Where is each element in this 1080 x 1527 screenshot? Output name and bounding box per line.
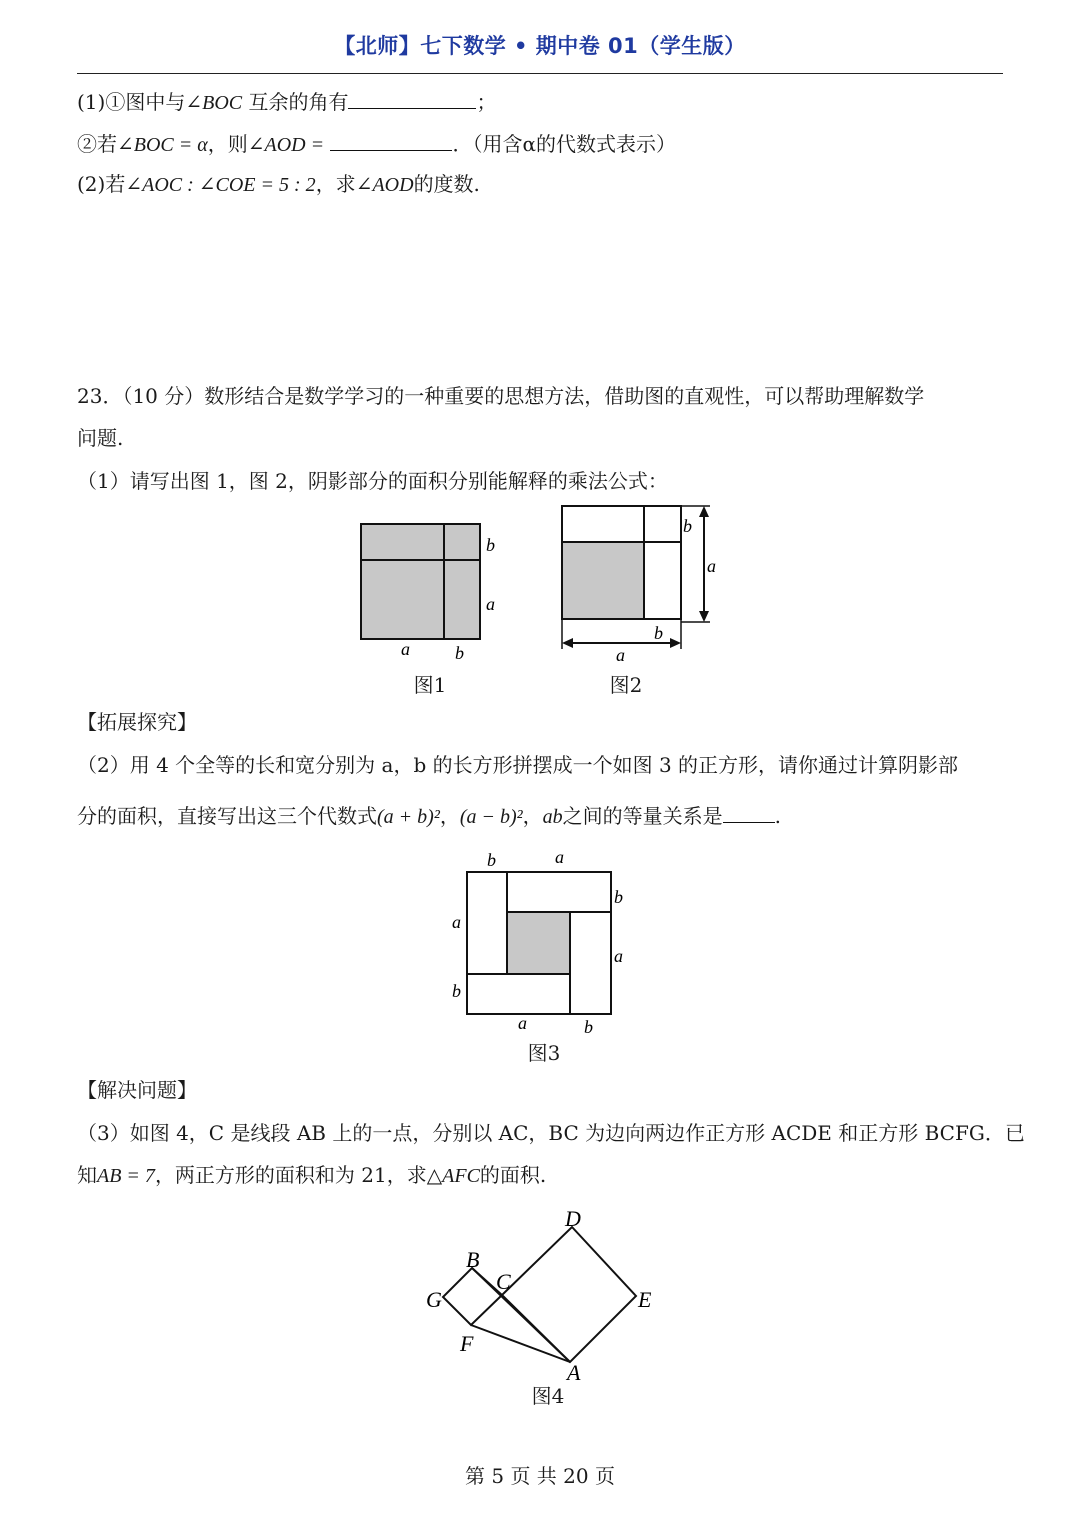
- q22-part1-2-mid: ，则: [207, 132, 248, 156]
- condition-ab-7: AB = 7: [97, 1165, 155, 1187]
- section-solve: 【解决问题】: [77, 1078, 197, 1102]
- q23-part2-line2-prefix: 分的面积，直接写出这三个代数式: [77, 804, 377, 828]
- fig3-shade: [507, 912, 570, 974]
- q22-part1-1: [77, 86, 496, 117]
- fig2-caption: 图2: [609, 673, 643, 697]
- fig4-segment-fa: [471, 1325, 570, 1362]
- figure-3: [440, 845, 640, 1035]
- fig3-label-a-bottom: a: [518, 1013, 527, 1033]
- fig1-caption: 图1: [413, 673, 447, 697]
- fig4-label-b: B: [466, 1247, 480, 1272]
- fig3-label-b-left: b: [452, 981, 461, 1001]
- q23-stem-line2: 问题.: [77, 426, 124, 450]
- fig4-label-c: C: [496, 1269, 511, 1294]
- fig3-label-b-top: b: [487, 850, 496, 870]
- fig1-label-a-bottom: a: [401, 639, 410, 659]
- fig2-shade: [562, 542, 644, 619]
- q23-part3-line1: （3）如图 4，C 是线段 AB 上的一点，分别以 AC，BC 为边向两边作正方形 ACDE 和正方形 BCFG．已: [77, 1121, 1025, 1145]
- fig4-label-f: F: [460, 1331, 474, 1356]
- fig3-label-a-top: a: [555, 847, 564, 867]
- fig2-label-b-bottom: b: [654, 623, 663, 643]
- q23-stem-line1: 23．（10 分）数形结合是数学学习的一种重要的思想方法，借助图的直观性，可以帮助理解数学: [77, 384, 925, 408]
- q23-part2-line1: （2）用 4 个全等的长和宽分别为 a，b 的长方形拼摆成一个如图 3 的正方形，请你通过计算阴影部: [77, 753, 959, 777]
- fig1-label-b-right: b: [486, 535, 495, 555]
- q22-part2-prefix: (2)若: [77, 172, 126, 196]
- fig3-label-a-left: a: [452, 912, 461, 932]
- fig4-label-d: D: [565, 1206, 581, 1231]
- fig3-label-a-right: a: [614, 946, 623, 966]
- q22-part1-2: [77, 128, 676, 159]
- section-extend: 【拓展探究】: [77, 710, 197, 734]
- q23-part2-line2-suffix: 之间的等量关系是: [562, 804, 723, 828]
- fig4-square-acde: [502, 1227, 636, 1362]
- fig3-caption: 图3: [527, 1041, 561, 1065]
- q23-part3-line2: 知AB = 7，两正方形的面积和为 21，求△AFC的面积.: [77, 1163, 547, 1187]
- fig1-label-b-bottom: b: [455, 643, 464, 663]
- q22-part1-1-end: ；: [476, 90, 497, 114]
- answer-blank-1[interactable]: [348, 86, 476, 109]
- fig1-shade-ab-right: [444, 560, 480, 639]
- q22-part2-end: 的度数.: [413, 172, 480, 196]
- fig2-label-b-top: b: [683, 516, 692, 536]
- header-divider: [77, 73, 1003, 74]
- triangle-afc: △AFC: [426, 1165, 480, 1187]
- fig1-shade-a2: [361, 560, 444, 639]
- q22-ratio: ∠AOC : ∠COE = 5 : 2: [125, 174, 316, 196]
- fig2-label-a-bottom: a: [616, 645, 625, 665]
- q22-condition: ∠BOC = α: [117, 134, 208, 156]
- figure-1: [350, 515, 510, 670]
- q23-part1: （1）请写出图 1，图 2，阴影部分的面积分别能解释的乘法公式：: [77, 469, 668, 493]
- q23-part2-line2: 分的面积，直接写出这三个代数式(a + b)²，(a − b)²，ab之间的等量关系是 .: [77, 800, 781, 831]
- fig4-label-g: G: [426, 1287, 442, 1312]
- q22-part1-1-suffix: 互余的角有: [248, 90, 349, 114]
- fig3-label-b-right: b: [614, 887, 623, 907]
- fig3-label-b-bottom: b: [584, 1017, 593, 1035]
- q22-angle-boc: ∠BOC: [185, 92, 243, 114]
- q22-part1-2-end: ．（用含α的代数式表示）: [452, 132, 676, 156]
- expr-a-minus-b-squared: (a − b)²: [459, 806, 523, 828]
- fig2-label-a-right: a: [707, 556, 716, 576]
- fig4-caption: 图4: [531, 1384, 565, 1408]
- fig1-shade-b2: [444, 524, 480, 560]
- q22-angle-aod: ∠AOD =: [247, 134, 325, 156]
- expr-a-plus-b-squared: (a + b)²: [377, 806, 440, 828]
- header-title: 【北师】七下数学 • 期中卷 01（学生版）: [334, 34, 746, 58]
- fig4-label-e: E: [638, 1287, 652, 1312]
- q22-part1-2-prefix: ②若: [77, 132, 117, 156]
- q22-angle-aod-2: ∠AOD: [355, 174, 414, 196]
- answer-blank-3[interactable]: [723, 800, 775, 823]
- answer-blank-2[interactable]: [330, 128, 452, 151]
- q22-part2-mid: ，求: [315, 172, 356, 196]
- fig1-label-a-right: a: [486, 594, 495, 614]
- fig1-shade-ab-top: [361, 524, 444, 560]
- page-footer: 第 5 页 共 20 页: [465, 1464, 615, 1488]
- q22-part2: [77, 170, 480, 199]
- fig4-segment-ab: [472, 1268, 570, 1362]
- figure-4: [410, 1200, 680, 1400]
- figure-2: [550, 497, 730, 672]
- fig4-square-bcfg: [443, 1268, 502, 1325]
- fig4-label-a: A: [567, 1360, 581, 1385]
- q22-part1-1-prefix: (1)①图中与: [77, 90, 186, 114]
- expr-ab: ab: [542, 806, 563, 828]
